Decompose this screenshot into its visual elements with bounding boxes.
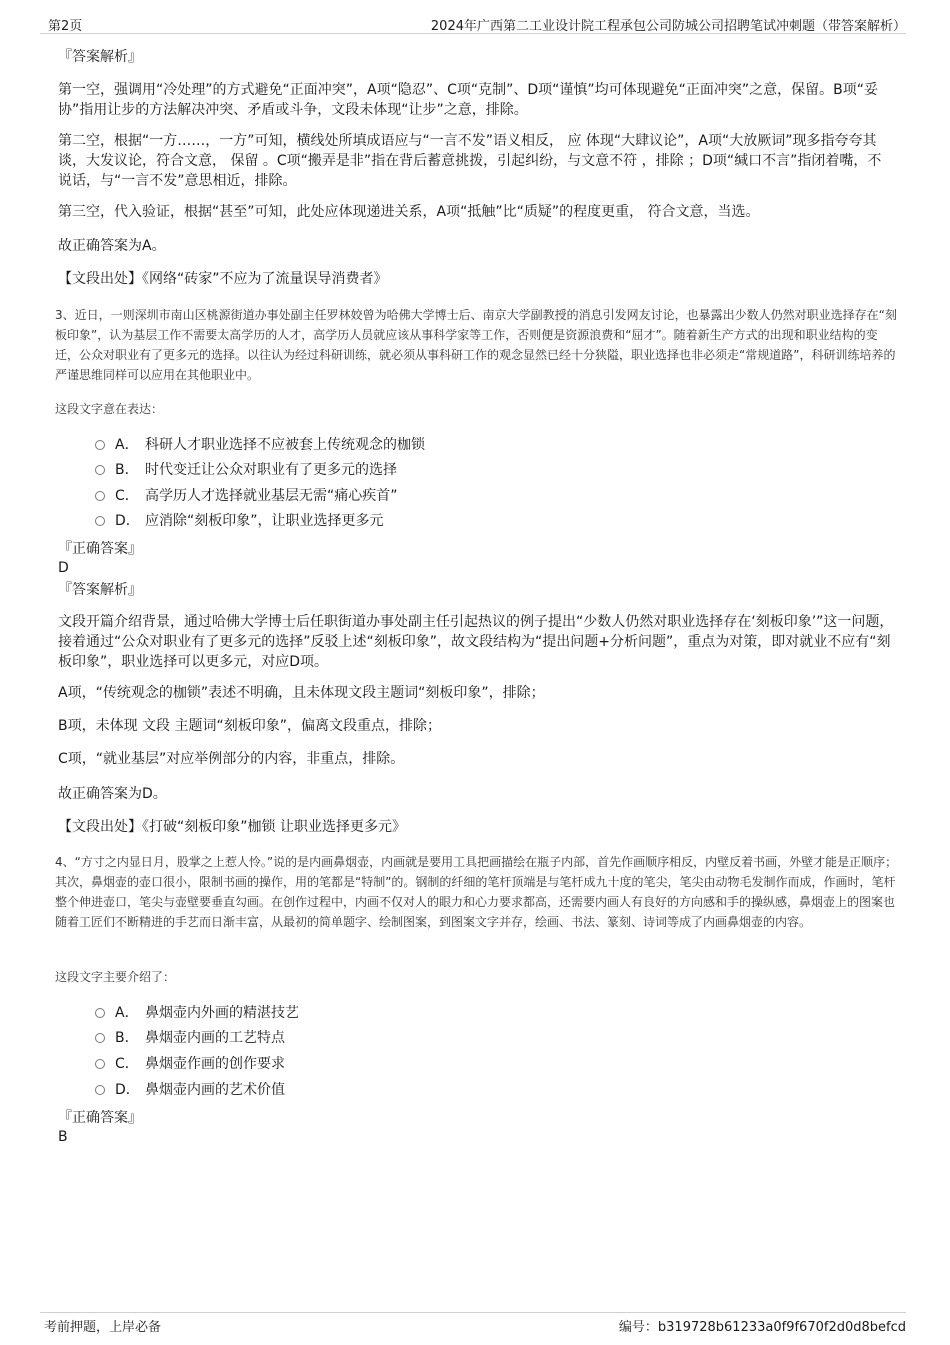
analysis-paragraph: B项，未体现 文段 主题词“刻板印象”，偏离文段重点，排除； xyxy=(58,718,442,734)
option-text: 鼻烟壶内外画的精湛技艺 xyxy=(145,1005,299,1021)
option-letter: C． xyxy=(115,488,139,504)
option-text: 科研人才职业选择不应被套上传统观念的枷锁 xyxy=(145,437,425,453)
option-letter: B． xyxy=(115,1030,139,1046)
radio-button[interactable] xyxy=(95,1008,105,1018)
option-text: 鼻烟壶作画的创作要求 xyxy=(145,1056,285,1072)
source-citation: 【文段出处】《打破“刻板印象”枷锁 让职业选择更多元》 xyxy=(58,819,406,835)
option-text: 应消除“刻板印象”，让职业选择更多元 xyxy=(145,513,384,529)
correct-answer-value: D xyxy=(58,560,69,576)
analysis-paragraph: 第三空，代入验证，根据“甚至”可知，此处应体现递进关系，A项“抵触”比“质疑”的程度更重， 符合文意，当选。 xyxy=(58,204,760,220)
analysis-paragraph: 文段开篇介绍背景，通过哈佛大学博士后任职街道办事处副主任引起热议的例子提出“少数人仍然对职业选择存在‘刻板印象’”这一问题，接着通过“公众对职业有了更多元的选择”反驳上述“刻板印象”，故文段结构为“提出问题+分析问题”，重点为对策，即对就业不应有“刻板印象”，职业选择可以更多元，对应D项。 xyxy=(58,614,894,670)
answer-statement: 故正确答案为D。 xyxy=(58,786,167,802)
source-citation: 【文段出处】《网络“砖家”不应为了流量误导消费者》 xyxy=(58,271,388,287)
question-text: 3、近日，一则深圳市南山区桃源街道办事处副主任罗林姣曾为哈佛大学博士后、南京大学副教授的消息引发网友讨论，也暴露出少数人仍然对职业选择存在“刻板印象”，认为基层工作不需要太高学历的人才，高学历人员就应该从事科学家等工作，否则便是资源浪费和“屈才”。随着新生产方式的出现和职业结构的变迁，公众对职业有了更多元的选择。以往认为经过科研训练，就必须从事科研工作的观念显然已经十分狭隘，职业选择也非必须走“常规道路”，科研训练培养的严谨思维同样可以应用在其他职业中。 xyxy=(55,308,897,382)
footer-slogan: 考前押题，上岸必备 xyxy=(44,1320,162,1335)
analysis-paragraph: C项，“就业基层”对应举例部分的内容，非重点，排除。 xyxy=(58,751,405,767)
answer-statement: 故正确答案为A。 xyxy=(58,238,166,254)
radio-button[interactable] xyxy=(95,1059,105,1069)
analysis-paragraph: A项，“传统观念的枷锁”表述不明确，且未体现文段主题词“刻板印象”，排除； xyxy=(58,685,545,701)
correct-answer-value: B xyxy=(58,1129,68,1145)
page-header xyxy=(40,13,906,34)
radio-button[interactable] xyxy=(95,516,105,526)
option-letter: A． xyxy=(115,1005,139,1021)
option-text: 高学历人才选择就业基层无需“痛心疾首” xyxy=(145,488,398,504)
option-letter: C． xyxy=(115,1056,139,1072)
radio-button[interactable] xyxy=(95,1033,105,1043)
correct-answer-label: 『正确答案』 xyxy=(58,1110,142,1126)
option-letter: D． xyxy=(115,513,140,529)
radio-button[interactable] xyxy=(95,440,105,450)
option-letter: D． xyxy=(115,1082,140,1098)
option-text: 时代变迁让公众对职业有了更多元的选择 xyxy=(145,462,397,478)
analysis-paragraph: 第一空，强调用“冷处理”的方式避免“正面冲突”，A项“隐忍”、C项“克制”、D项“谨慎”均可体现避免“正面冲突”之意，保留。B项“妥协”指用让步的方法解决冲突、矛盾或斗争，文段未体现“让步”之意，排除。 xyxy=(58,82,879,118)
radio-button[interactable] xyxy=(95,1085,105,1095)
document-id: 编号：b319728b61233a0f9f670f2d0d8befcd xyxy=(618,1320,906,1335)
option-letter: B． xyxy=(115,462,139,478)
option-text: 鼻烟壶内画的工艺特点 xyxy=(145,1030,285,1046)
page-number: 第2页 xyxy=(48,19,83,34)
option-letter: A． xyxy=(115,437,139,453)
question-text: 4、“方寸之内显日月，股掌之上惹人怜。”说的是内画鼻烟壶，内画就是要用工具把画描绘在瓶子内部，首先作画顺序相反，内壁反着书画，外壁才能是正顺序；其次，鼻烟壶的壶口很小，限制书画的操作，用的笔都是“特制”的。钢制的纤细的笔杆顶端是与笔杆成九十度的笔尖，笔尖由动物毛发制作而成，作画时，笔杆整个伸进壶口，笔尖与壶壁要垂直勾画。在创作过程中，内画不仅对人的眼力和心力要求都高，还需要内画人有良好的方向感和手的操纵感，鼻烟壶上的图案也随着工匠们不断精进的手艺而日渐丰富，从最初的简单题字、绘制图案，到图案文字并存，绘画、书法、篆刻、诗词等成了内画鼻烟壶的内容。 xyxy=(55,855,898,929)
analysis-label: 『答案解析』 xyxy=(58,582,142,598)
page-footer xyxy=(40,1312,906,1335)
question-prompt: 这段文字主要介绍了： xyxy=(55,970,176,984)
option-text: 鼻烟壶内画的艺术价值 xyxy=(145,1082,285,1098)
question-prompt: 这段文字意在表达： xyxy=(55,402,164,416)
document-title: 2024年广西第二工业设计院工程承包公司防城公司招聘笔试冲刺题（带答案解析） xyxy=(430,19,906,34)
correct-answer-label: 『正确答案』 xyxy=(58,541,142,557)
radio-button[interactable] xyxy=(95,465,105,475)
radio-button[interactable] xyxy=(95,491,105,501)
analysis-label: 『答案解析』 xyxy=(58,49,142,65)
analysis-paragraph: 第二空，根据“一方……，一方”可知，横线处所填成语应与“一言不发”语义相反， 应 体现“大肆议论”，A项“大放厥词”现多指夸夸其谈，大发议论，符合文意， 保留 。C项“搬弄是非”指在背后蓄意挑拨，引起纠纷，与文意不符 ，排除 ；D项“缄口不言”指闭着嘴，不说话，与“一言不发”意思相近，排除。 xyxy=(58,133,882,189)
